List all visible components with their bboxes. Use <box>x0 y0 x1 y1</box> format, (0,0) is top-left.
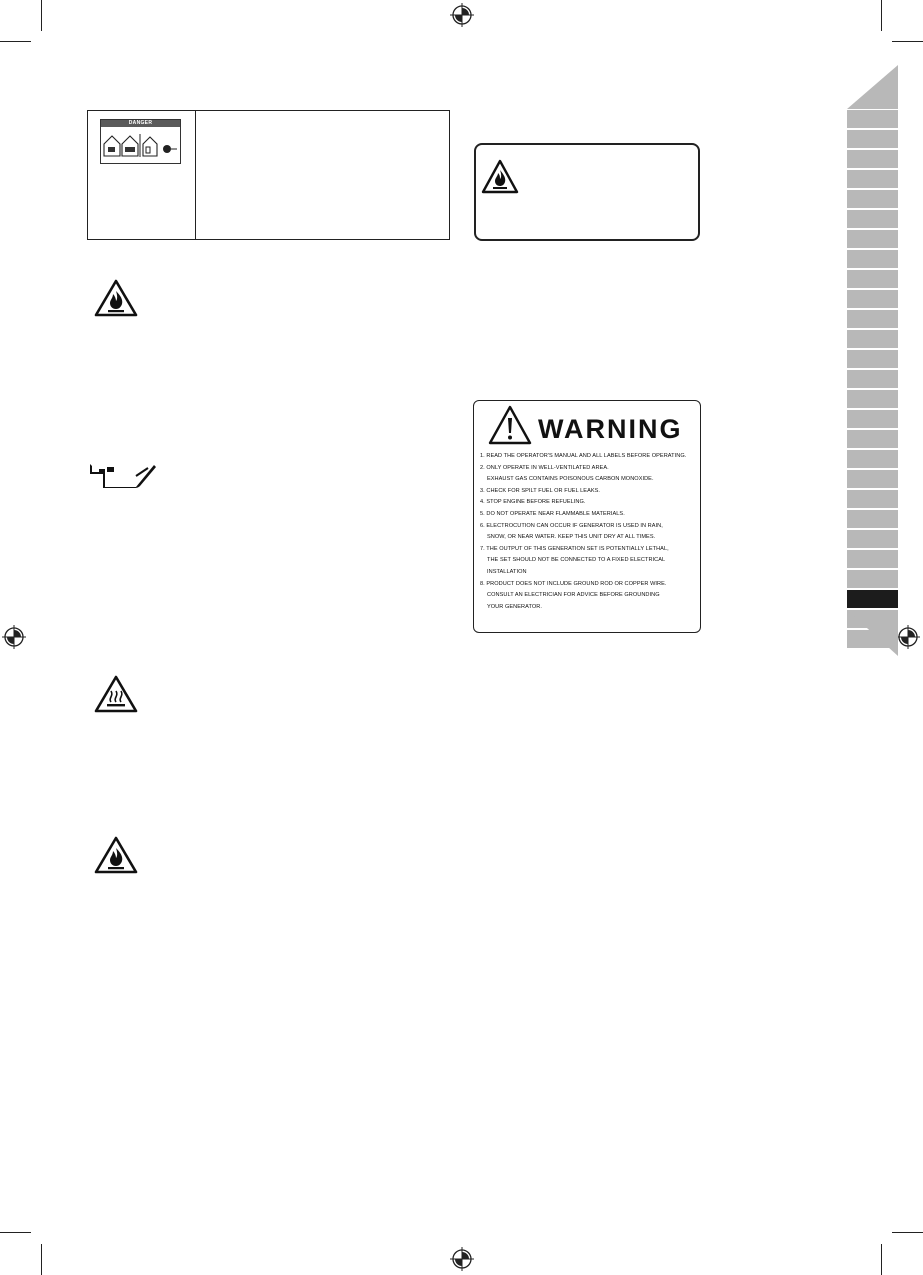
danger-banner: DANGER <box>101 120 180 127</box>
side-tab <box>847 310 898 328</box>
tab-arrow-down <box>847 610 898 656</box>
warning-line: YOUR GENERATOR. <box>487 603 542 610</box>
side-tab <box>847 290 898 308</box>
warning-line: THE SET SHOULD NOT BE CONNECTED TO A FIXED ELECTRICAL <box>487 557 666 564</box>
warning-line: 2. ONLY OPERATE IN WELL-VENTILATED AREA. <box>480 464 609 471</box>
side-tab <box>847 330 898 348</box>
danger-label-panel <box>87 110 450 240</box>
crop-mark <box>892 41 923 42</box>
side-tab <box>847 510 898 528</box>
crop-mark <box>41 1244 42 1275</box>
registration-mark-icon <box>2 625 26 649</box>
warning-line: 5. DO NOT OPERATE NEAR FLAMMABLE MATERIALS. <box>480 510 625 517</box>
warning-line: 7. THE OUTPUT OF THIS GENERATION SET IS POTENTIALLY LETHAL, <box>480 545 669 552</box>
warning-line: SNOW, OR NEAR WATER. KEEP THIS UNIT DRY AT ALL TIMES. <box>487 534 656 541</box>
crop-mark <box>41 0 42 31</box>
side-tab <box>847 270 898 288</box>
side-tab <box>847 470 898 488</box>
warning-line: INSTALLATION <box>487 568 527 575</box>
crop-mark <box>881 1244 882 1275</box>
side-tab <box>847 170 898 188</box>
side-tab <box>847 150 898 168</box>
side-tab <box>847 390 898 408</box>
tab-arrow-up <box>847 65 898 109</box>
hot-surface-warning-icon <box>94 675 138 713</box>
warning-line: CONSULT AN ELECTRICIAN FOR ADVICE BEFORE GROUNDING <box>487 592 660 599</box>
crop-mark <box>881 0 882 31</box>
side-tab <box>847 250 898 268</box>
registration-mark-icon <box>450 1247 474 1271</box>
side-tab <box>847 490 898 508</box>
side-tab-active <box>847 590 898 608</box>
flammable-warning-icon <box>94 279 138 317</box>
warning-line: 3. CHECK FOR SPILT FUEL OR FUEL LEAKS. <box>480 487 601 494</box>
side-tab <box>847 450 898 468</box>
side-tab <box>847 410 898 428</box>
side-tab <box>847 370 898 388</box>
side-tab <box>847 570 898 588</box>
warning-line: 4. STOP ENGINE BEFORE REFUELING. <box>480 499 586 506</box>
registration-mark-icon <box>450 3 474 27</box>
warning-line: 6. ELECTROCUTION CAN OCCUR IF GENERATOR IS USED IN RAIN, <box>480 522 663 529</box>
danger-pictograms <box>103 130 178 158</box>
side-tab <box>847 210 898 228</box>
warning-line: 8. PRODUCT DOES NOT INCLUDE GROUND ROD OR COPPER WIRE. <box>480 580 667 587</box>
side-tab <box>847 130 898 148</box>
side-tab <box>847 190 898 208</box>
flammable-warning-icon <box>94 836 138 874</box>
flammable-warning-panel <box>474 143 700 241</box>
side-tab <box>847 550 898 568</box>
crop-mark <box>892 1232 923 1233</box>
side-tab <box>847 230 898 248</box>
flammable-warning-icon <box>481 159 519 194</box>
side-tab <box>847 530 898 548</box>
side-tab <box>847 350 898 368</box>
warning-line: EXHAUST GAS CONTAINS POISONOUS CARBON MONOXIDE. <box>487 476 654 483</box>
danger-ventilation-label-icon <box>100 119 181 164</box>
crop-mark <box>0 41 31 42</box>
warning-sticker <box>473 400 701 633</box>
warning-triangle-icon <box>488 405 532 445</box>
registration-mark-icon <box>896 625 920 649</box>
oil-can-icon <box>88 458 158 488</box>
side-tab <box>847 430 898 448</box>
warning-list <box>480 451 696 613</box>
crop-mark <box>0 1232 31 1233</box>
panel-divider <box>195 111 196 239</box>
warning-line: 1. READ THE OPERATOR'S MANUAL AND ALL LABELS BEFORE OPERATING. <box>480 453 687 459</box>
warning-title: WARNING <box>538 414 683 444</box>
side-tab <box>847 110 898 128</box>
